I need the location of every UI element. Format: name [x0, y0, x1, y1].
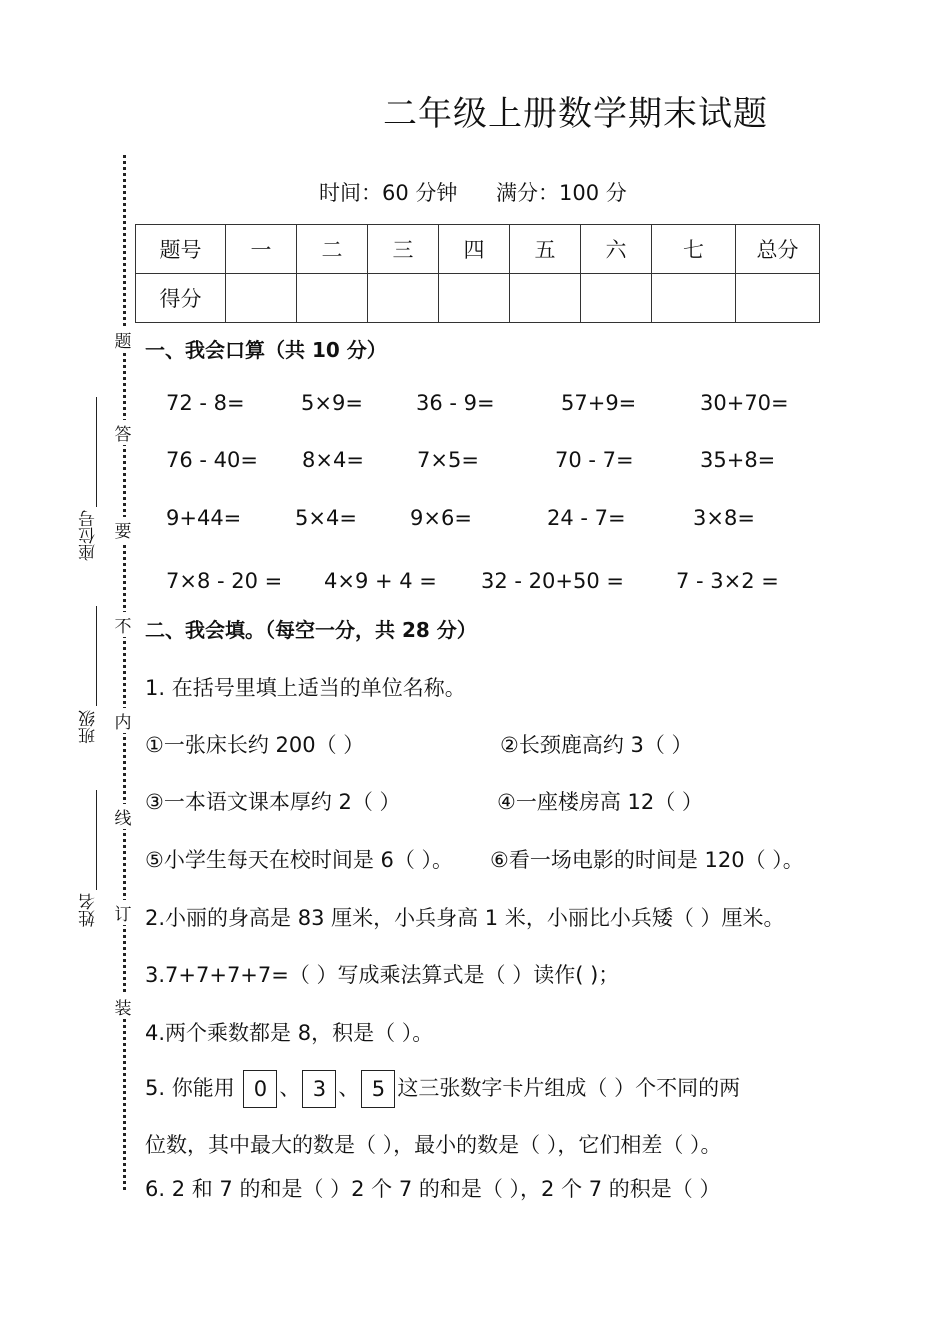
- question-2: 2.小丽的身高是 83 厘米，小兵身高 1 米，小丽比小兵矮（ ）厘米。: [145, 906, 785, 930]
- calc-item: 9+44=: [166, 506, 242, 530]
- question-1-item: ③一本语文课本厚约 2（ ）: [145, 790, 401, 814]
- calc-item: 57+9=: [561, 391, 637, 415]
- class-label: 班级: [79, 710, 99, 744]
- score-table-header-row: [136, 225, 820, 274]
- margin-char: 要: [113, 517, 133, 542]
- margin-char: 线: [113, 804, 133, 829]
- table-row-label: 得分: [136, 274, 226, 323]
- question-5-suffix: 这三张数字卡片组成（ ）个不同的两: [397, 1076, 741, 1100]
- calc-item: 24 - 7=: [547, 506, 626, 530]
- table-header-cell: 七: [652, 225, 736, 274]
- name-line: [96, 790, 97, 890]
- question-5-line-2: 位数，其中最大的数是（ ），最小的数是（ ），它们相差（ ）。: [145, 1133, 722, 1157]
- calc-item: 3×8=: [693, 506, 755, 530]
- calc-item: 5×4=: [295, 506, 357, 530]
- margin-char: 答: [113, 420, 133, 445]
- calc-item: 5×9=: [301, 391, 363, 415]
- calc-item: 8×4=: [302, 448, 364, 472]
- table-header-cell: 六: [581, 225, 652, 274]
- seat-number-line: [96, 397, 97, 507]
- calc-item: 70 - 7=: [555, 448, 634, 472]
- question-4: 4.两个乘数都是 8，积是（ ）。: [145, 1021, 434, 1045]
- margin-char: 内: [113, 708, 133, 733]
- digit-card: 5: [361, 1070, 395, 1108]
- question-1: 1. 在括号里填上适当的单位名称。: [145, 676, 466, 700]
- score-cell[interactable]: [652, 274, 736, 323]
- class-line: [96, 606, 97, 706]
- table-header-cell: 总分: [736, 225, 820, 274]
- margin-char: 订: [113, 900, 133, 925]
- score-cell[interactable]: [510, 274, 581, 323]
- question-1-item: ⑤小学生每天在校时间是 6（ ）。: [145, 848, 454, 872]
- question-5-prefix: 5. 你能用: [145, 1076, 235, 1100]
- score-table: [135, 224, 820, 323]
- score-cell[interactable]: [736, 274, 820, 323]
- calc-item: 7 - 3×2 =: [676, 569, 779, 593]
- calc-item: 76 - 40=: [166, 448, 258, 472]
- score-cell[interactable]: [226, 274, 297, 323]
- exam-time: 时间：60 分钟: [319, 181, 458, 205]
- table-header-cell: 三: [368, 225, 439, 274]
- table-header-cell: 二: [297, 225, 368, 274]
- margin-char: 题: [113, 327, 133, 352]
- calc-item: 9×6=: [410, 506, 472, 530]
- section-2-title: 二、我会填。（每空一分，共 28 分）: [145, 618, 477, 642]
- score-cell[interactable]: [368, 274, 439, 323]
- card-separator: 、: [338, 1076, 360, 1100]
- table-header-cell: 一: [226, 225, 297, 274]
- exam-full-score: 满分：100 分: [496, 181, 627, 205]
- name-label: 姓名: [79, 893, 99, 927]
- question-1-item: ①一张床长约 200（ ）: [145, 733, 365, 757]
- question-3: 3.7+7+7+7=（ ）写成乘法算式是（ ）读作( )；: [145, 963, 620, 987]
- binding-dotted-line: [123, 155, 126, 1190]
- question-1-item: ②长颈鹿高约 3（ ）: [500, 733, 693, 757]
- digit-card: 3: [302, 1070, 336, 1108]
- digit-card: 0: [243, 1070, 277, 1108]
- exam-title: 二年级上册数学期末试题: [383, 94, 768, 134]
- table-header-cell: 题号: [136, 225, 226, 274]
- question-6: 6. 2 和 7 的和是（ ）2 个 7 的和是（ ），2 个 7 的积是（ ）: [145, 1177, 721, 1201]
- calc-item: 7×5=: [417, 448, 479, 472]
- calc-item: 30+70=: [700, 391, 789, 415]
- question-5: [145, 1070, 740, 1108]
- margin-char: 装: [113, 994, 133, 1019]
- calc-item: 4×9 + 4 =: [324, 569, 437, 593]
- calc-item: 35+8=: [700, 448, 776, 472]
- score-cell[interactable]: [439, 274, 510, 323]
- calc-item: 7×8 - 20 =: [166, 569, 283, 593]
- card-separator: 、: [279, 1076, 301, 1100]
- table-header-cell: 四: [439, 225, 510, 274]
- calc-item: 32 - 20+50 =: [481, 569, 624, 593]
- question-1-item: ④一座楼房高 12（ ）: [497, 790, 703, 814]
- section-1-title: 一、我会口算（共 10 分）: [145, 338, 387, 362]
- seat-number-label: 座位号: [79, 510, 99, 561]
- score-cell[interactable]: [581, 274, 652, 323]
- score-cell[interactable]: [297, 274, 368, 323]
- score-table-score-row: [136, 274, 820, 323]
- calc-item: 72 - 8=: [166, 391, 245, 415]
- question-1-item: ⑥看一场电影的时间是 120（ ）。: [490, 848, 804, 872]
- calc-item: 36 - 9=: [416, 391, 495, 415]
- margin-char: 不: [113, 612, 133, 637]
- table-header-cell: 五: [510, 225, 581, 274]
